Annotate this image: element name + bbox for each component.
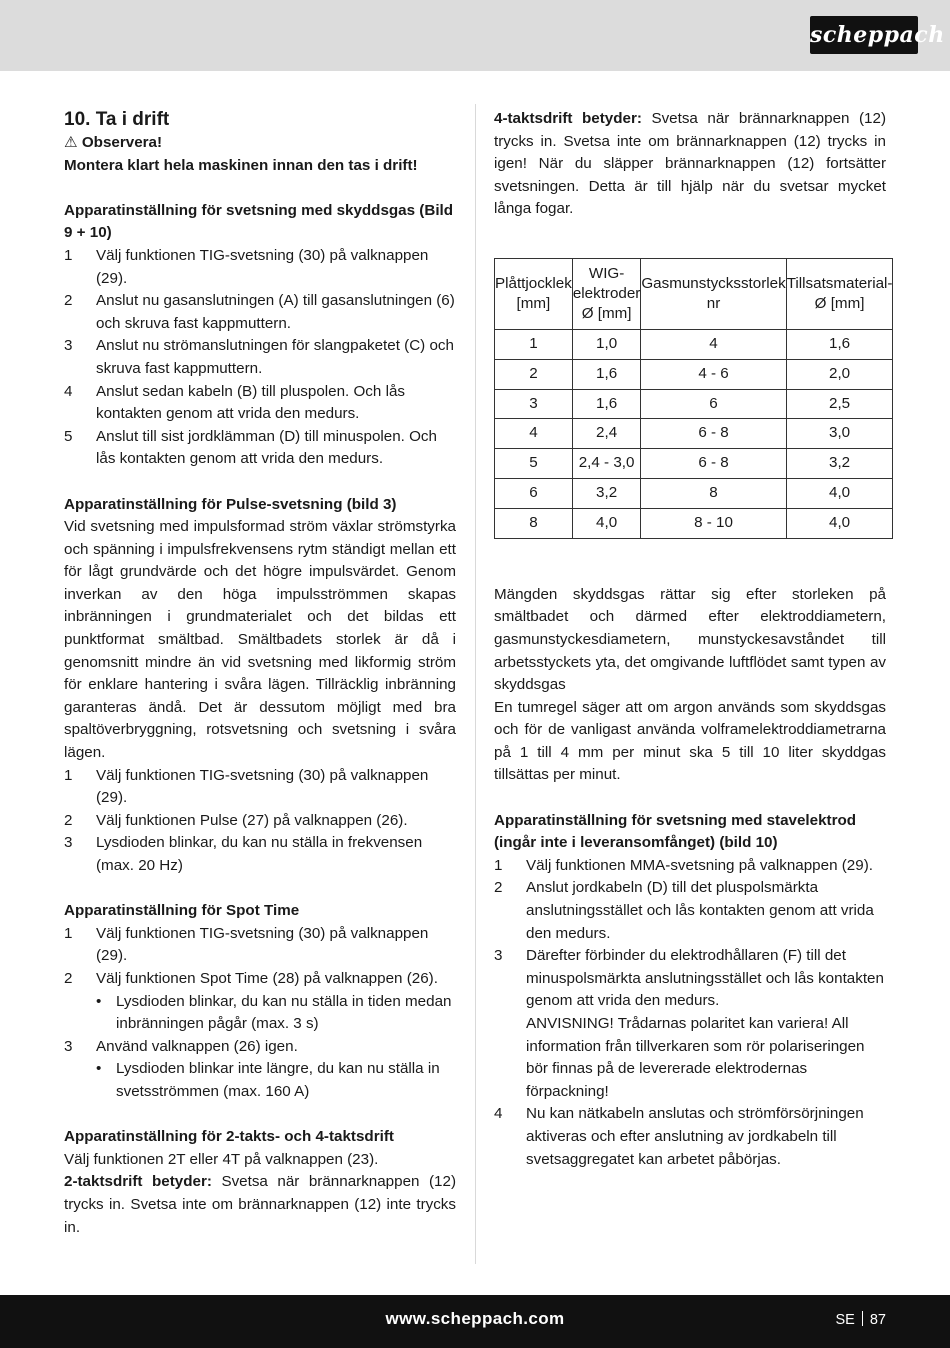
right-column [494, 108, 893, 1171]
page-number: SE 87 [835, 1312, 886, 1328]
four-stroke-text: 4-taktsdrift betyder: Svetsa när brännarknappen (12) trycks in. Svetsa inte om brännarknappen (12) trycks in igen! När du släpper brännarknappen (12) fortsätter svetsningen. Detta är till hjälp när du svetsar mycket långa fogar. [494, 110, 886, 218]
note-item: ANVISNING! Trådarnas polaritet kan variera! All information från tillverkaren som rör polariseringen bör finnas på de levererade elektrodernas förpackning! [526, 1015, 865, 1100]
table-row: 6 3,2 8 4,0 [495, 478, 893, 508]
list-item: 3 Anslut nu strömanslutningen för slangpaketet (C) och skruva fast kappmuttern. [64, 337, 454, 377]
warning-text: Montera klart hela maskinen innan den tas i drift! [64, 156, 418, 174]
two-stroke-text: 2-taktsdrift betyder: Svetsa när brännarknappen (12) trycks in. Svetsa inte om brännarknappen (12) inte trycks in. [64, 1173, 456, 1236]
sub-list-item: • Lysdioden blinkar, du kan nu ställa in tiden medan inbränningen pågår (max. 3 s) [96, 992, 452, 1033]
column-divider [475, 104, 476, 1264]
two-four-stroke-line: Välj funktionen 2T eller 4T på valknappen (23). [64, 1150, 379, 1168]
gas-welding-heading: Apparatinställning för svetsning med skyddsgas (Bild 9 + 10) [64, 201, 454, 242]
list-item: 1 Välj funktionen TIG-svetsning (30) på valknappen (29). [64, 924, 429, 965]
pulse-welding-heading: Apparatinställning för Pulse-svetsning (bild 3) [64, 495, 397, 513]
list-item: 1 Välj funktionen TIG-svetsning (30) på valknappen (29). [64, 246, 429, 287]
shielding-gas-paragraph: Mängden skyddsgas rättar sig efter storleken på smältbadet och därmed efter elektroddiametern, gasmunstyckesdiametern, munstyckesavståndet till arbetsstyckets yta, det omgivande luftflödet samt typen av skyddsgas [494, 585, 886, 694]
spot-time-heading: Apparatinställning för Spot Time [64, 902, 300, 920]
brand-logo: scheppach [810, 16, 918, 54]
sub-list-item: • Lysdioden blinkar inte längre, du kan nu ställa in svetsströmmen (max. 160 A) [96, 1060, 440, 1100]
column-header: Gasmunstycksstorlek nr [641, 258, 786, 329]
warning-label: Observera! [81, 134, 163, 151]
list-item: 2 Anslut nu gasanslutningen (A) till gasanslutningen (6) och skruva fast kappmuttern. [64, 292, 455, 332]
section-title: 10. Ta i drift [64, 109, 170, 130]
warning-icon: ⚠ [64, 134, 78, 151]
two-four-stroke-heading: Apparatinställning för 2-takts- och 4-taktsdrift [64, 1128, 394, 1146]
list-item: 1 Välj funktionen MMA-svetsning på valknappen (29). [494, 856, 873, 874]
pulse-welding-text: Vid svetsning med impulsformad ström växlar strömstyrka och spänning i impulsfrekvensens rytm ständigt mellan ett för lågt grundvärde och det högre impulsvärdet. Genom inverkan av den höga impulsströmmen skapas inbränningen i grundmaterialet och det bildas ett punktformat smältbad. Smältbadets storlek är då i genomsnitt mindre än vid svetsning med likformig ström för enklare hantering i svåra lägen. Tillräcklig inbränning garanteras ändå. Det är dessutom möjligt med bra spaltöverbryggning, rotsvetsning och svetsning i svåra lägen. [64, 518, 456, 762]
list-item: 4 Nu kan nätkabeln anslutas och strömförsörjningen aktiveras och efter anslutning av jordkabeln till svetsaggregatet kan arbetet påbörjas. [494, 1105, 864, 1168]
page-header [0, 0, 950, 71]
table-row: 2 1,6 4 - 6 2,0 [495, 359, 893, 389]
table-row: 8 4,0 8 - 10 4,0 [495, 508, 893, 538]
table-row: 5 2,4 - 3,0 6 - 8 3,2 [495, 449, 893, 479]
list-item: 2 Välj funktionen Spot Time (28) på valknappen (26). [64, 969, 438, 987]
table-row: 1 1,0 4 1,6 [495, 329, 893, 359]
table-row: 3 1,6 6 2,5 [495, 389, 893, 419]
column-header: Plåttjocklek [mm] [495, 258, 573, 329]
list-item: 3 Lysdioden blinkar, du kan nu ställa in frekvensen (max. 20 Hz) [64, 834, 423, 874]
stick-electrode-heading: Apparatinställning för svetsning med stavelektrod (ingår inte i leveransomfånget) (bild 10) [494, 811, 857, 852]
page-footer [0, 1295, 950, 1348]
list-item: 1 Välj funktionen TIG-svetsning (30) på valknappen (29). [64, 766, 429, 807]
list-item: 5 Anslut till sist jordklämman (D) till minuspolen. Och lås kontakten genom att vrida den medurs. [64, 427, 437, 468]
left-column [64, 108, 456, 1239]
list-item: 4 Anslut sedan kabeln (B) till pluspolen. Och lås kontakten genom att vrida den medurs. [64, 382, 405, 423]
list-item: 3 Använd valknappen (26) igen. [64, 1037, 298, 1055]
table-row: 4 2,4 6 - 8 3,0 [495, 419, 893, 449]
electrode-spec-table [494, 258, 893, 539]
list-item: 2 Välj funktionen Pulse (27) på valknappen (26). [64, 811, 408, 829]
column-header: Tillsatsmaterial-Ø [mm] [786, 258, 893, 329]
list-item: 2 Anslut jordkabeln (D) till det pluspolsmärkta anslutningsstället och lås kontakten genom att vrida den medurs. [494, 879, 874, 942]
column-header: WIG-elektroder Ø [mm] [572, 258, 641, 329]
rule-of-thumb-paragraph: En tumregel säger att om argon används som skyddsgas och för de vanligast använda volframelektroddiametrarna på 1 till 4 mm per minut ska 5 till 10 liter skyddgas tillsättas per minut. [494, 698, 886, 784]
table-header-row [495, 258, 893, 329]
list-item: 3 Därefter förbinder du elektrodhållaren (F) till det minuspolsmärkta anslutningsstället och lås kontakten genom att vrida den medurs. [494, 947, 884, 1010]
warning-line [64, 132, 456, 155]
website-link[interactable]: www.scheppach.com [385, 1309, 565, 1328]
